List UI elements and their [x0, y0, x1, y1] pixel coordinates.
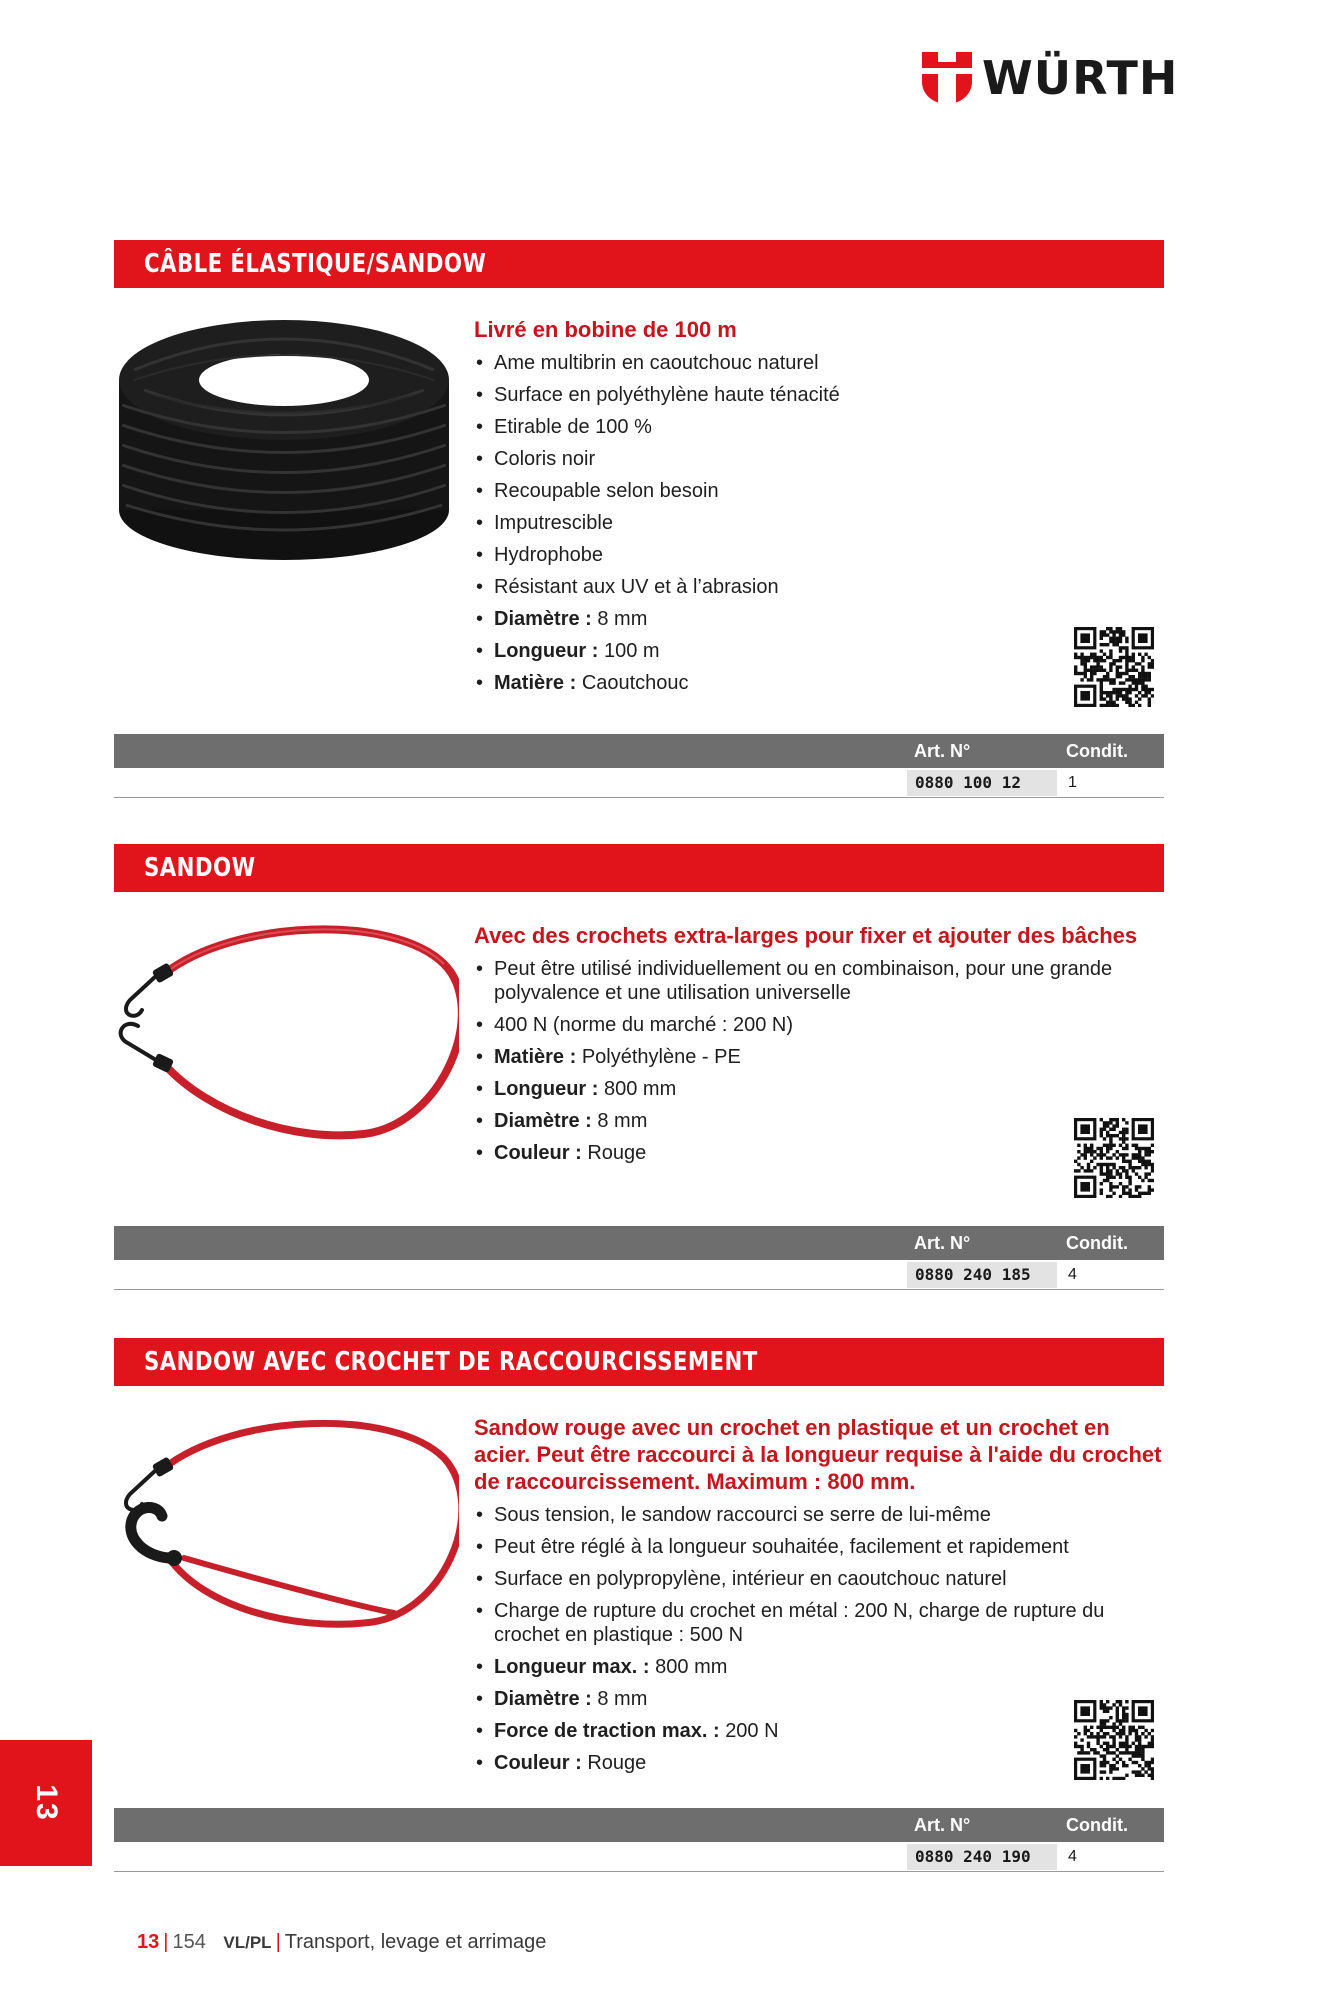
article-table-header	[114, 734, 1164, 768]
feature-item: • Longueur max. : 800 mm	[474, 1655, 1164, 1679]
feature-list	[474, 1503, 1164, 1775]
feature-item: • Surface en polypropylène, intérieur en caoutchouc naturel	[474, 1567, 1164, 1591]
brand-name: WÜRTH	[982, 51, 1179, 105]
feature-item: • Couleur : Rouge	[474, 1141, 1164, 1165]
feature-item: • Charge de rupture du crochet en métal : 200 N, charge de rupture du crochet en plastique : 500 N	[474, 1599, 1164, 1647]
chapter-number: 13	[30, 1784, 63, 1822]
feature-item: • Longueur : 100 m	[474, 639, 1164, 663]
article-table-header	[114, 1226, 1164, 1260]
feature-item: • Imputrescible	[474, 511, 1164, 535]
feature-item: • Force de traction max. : 200 N	[474, 1719, 1164, 1743]
category-code: VL/PL	[223, 1933, 272, 1952]
feature-item: • 400 N (norme du marché : 200 N)	[474, 1013, 1164, 1037]
art-number: 0880 240 185	[907, 1262, 1057, 1288]
article-table-row	[114, 1842, 1164, 1872]
feature-item: • Longueur : 800 mm	[474, 1077, 1164, 1101]
conditioning-value: 1	[1068, 774, 1077, 791]
wurth-logo	[922, 51, 1179, 105]
feature-list	[474, 957, 1164, 1165]
feature-item: • Surface en polyéthylène haute ténacité	[474, 383, 1164, 407]
feature-item: • Peut être utilisé individuellement ou en combinaison, pour une grande polyvalence et une utilisation universelle	[474, 957, 1164, 1005]
feature-item: • Matière : Polyéthylène - PE	[474, 1045, 1164, 1069]
product-description	[474, 922, 1164, 1173]
product-subtitle: Livré en bobine de 100 m	[474, 317, 737, 342]
feature-item: • Hydrophobe	[474, 543, 1164, 567]
art-number: 0880 240 190	[907, 1844, 1057, 1870]
section-title: CÂBLE ÉLASTIQUE/SANDOW	[144, 249, 487, 279]
feature-list	[474, 351, 1164, 695]
feature-item: • Diamètre : 8 mm	[474, 607, 1164, 631]
conditioning-header: Condit.	[1066, 1233, 1128, 1253]
chapter-tab	[0, 1740, 92, 1866]
product-description	[474, 1414, 1164, 1783]
black-elastic-cable-coil-image	[114, 310, 454, 570]
feature-item: • Recoupable selon besoin	[474, 479, 1164, 503]
section-sandow-raccourcissement	[114, 1338, 1164, 1878]
art-number-header: Art. N°	[914, 1233, 971, 1253]
feature-item: • Couleur : Rouge	[474, 1751, 1164, 1775]
product-description	[474, 316, 1164, 703]
qr-code-icon[interactable]	[1074, 1118, 1154, 1198]
section-title: SANDOW	[144, 853, 256, 883]
art-number-header: Art. N°	[914, 1815, 971, 1835]
conditioning-value: 4	[1068, 1266, 1077, 1283]
conditioning-header: Condit.	[1066, 1815, 1128, 1835]
qr-code-icon[interactable]	[1074, 1700, 1154, 1780]
art-number: 0880 100 12	[907, 770, 1057, 796]
section-title-bar	[114, 844, 1164, 892]
article-table-row	[114, 1260, 1164, 1290]
feature-item: • Matière : Caoutchouc	[474, 671, 1164, 695]
feature-item: • Sous tension, le sandow raccourci se serre de lui-même	[474, 1503, 1164, 1527]
conditioning-value: 4	[1068, 1848, 1077, 1865]
feature-item: • Résistant aux UV et à l’abrasion	[474, 575, 1164, 599]
product-subtitle: Sandow rouge avec un crochet en plastique et un crochet en acier. Peut être raccourci à la longueur requise à l'aide du crochet de raccourcissement. Maximum : 800 mm.	[474, 1415, 1162, 1494]
section-title-bar	[114, 1338, 1164, 1386]
feature-item: • Diamètre : 8 mm	[474, 1109, 1164, 1133]
section-cable-elastique	[114, 240, 1164, 800]
red-bungee-cord-image	[114, 914, 459, 1144]
section-sandow	[114, 844, 1164, 1294]
section-title-bar	[114, 240, 1164, 288]
footer-separator: |	[275, 1931, 281, 1953]
feature-item: • Peut être réglé à la longueur souhaitée, facilement et rapidement	[474, 1535, 1164, 1559]
feature-item: • Etirable de 100 %	[474, 415, 1164, 439]
page-footer	[137, 1929, 546, 1956]
page-number: 13	[137, 1931, 160, 1953]
section-title: SANDOW AVEC CROCHET DE RACCOURCISSEMENT	[144, 1347, 758, 1377]
art-number-header: Art. N°	[914, 741, 971, 761]
page-total: 154	[172, 1931, 206, 1953]
wurth-shield-icon	[922, 52, 972, 104]
feature-item: • Diamètre : 8 mm	[474, 1687, 1164, 1711]
product-subtitle: Avec des crochets extra-larges pour fixer et ajouter des bâches	[474, 923, 1138, 948]
footer-separator: |	[163, 1931, 169, 1953]
article-table-header	[114, 1808, 1164, 1842]
article-table-row	[114, 768, 1164, 798]
feature-item: • Ame multibrin en caoutchouc naturel	[474, 351, 1164, 375]
conditioning-header: Condit.	[1066, 741, 1128, 761]
feature-item: • Coloris noir	[474, 447, 1164, 471]
category-name: Transport, levage et arrimage	[284, 1931, 547, 1953]
qr-code-icon[interactable]	[1074, 627, 1154, 707]
red-bungee-cord-shortening-hook-image	[114, 1408, 459, 1648]
